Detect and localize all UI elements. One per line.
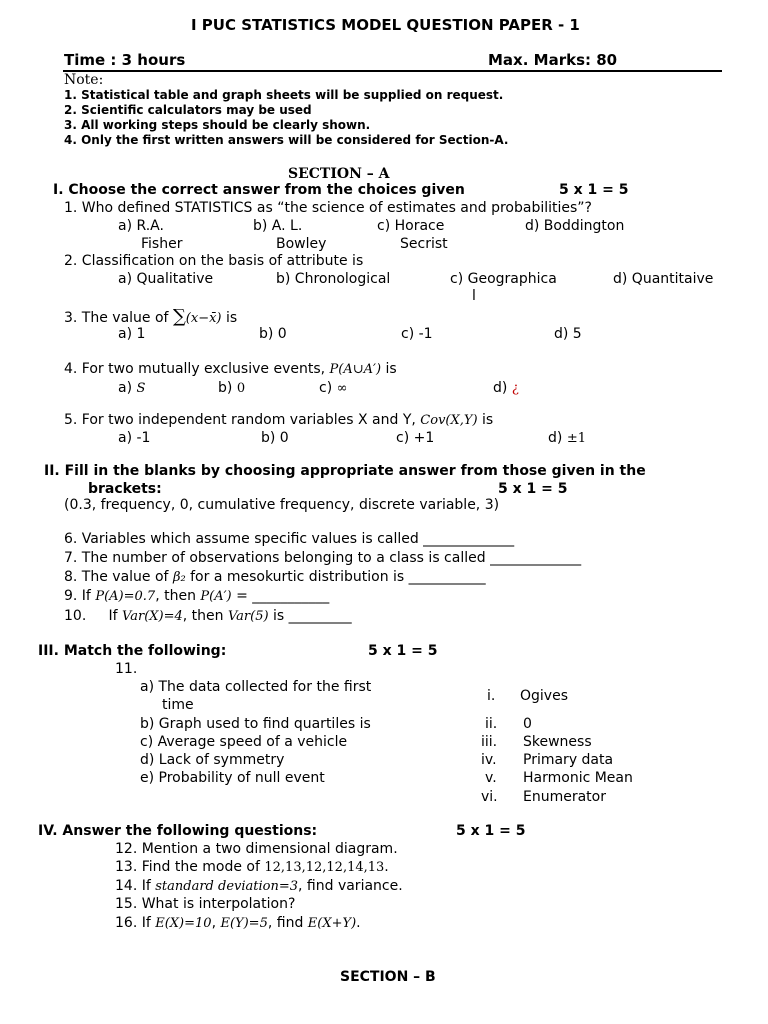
part2-heading: II. Fill in the blanks by choosing appropriate answer from those given in the: [44, 463, 646, 479]
q3-text: 3. The value of: [64, 310, 169, 326]
match-right-item: Skewness: [523, 734, 592, 750]
q1-option-a: a) R.A.: [118, 218, 164, 234]
question-15: 15. What is interpolation?: [115, 896, 296, 912]
question-12: 12. Mention a two dimensional diagram.: [115, 841, 398, 857]
match-left-item: e) Probability of null event: [140, 770, 325, 786]
question-7: 7. The number of observations belonging to a class is called _____________: [64, 550, 582, 566]
match-right-item: Ogives: [520, 688, 568, 704]
match-right-item: Harmonic Mean: [523, 770, 633, 786]
question-9: 9. If P(A)=0.7, then P(A′) = ___________: [64, 588, 330, 604]
q3-text-end: is: [225, 310, 238, 326]
question-11: 11.: [115, 661, 138, 677]
section-b-title: SECTION – B: [340, 969, 436, 985]
question-4: [64, 361, 397, 377]
q5-option-b: b) 0: [261, 430, 289, 446]
q2-option-b: b) Chronological: [276, 271, 391, 287]
note-item: 2. Scientific calculators may be used: [64, 103, 312, 117]
q1-option-c: c) Horace: [377, 218, 445, 234]
match-left-item: d) Lack of symmetry: [140, 752, 285, 768]
q4-text-end: is: [385, 361, 397, 377]
question-8: 8. The value of β₂ for a mesokurtic distribution is ___________: [64, 569, 486, 585]
match-roman-numeral: ii.: [485, 716, 498, 732]
q5-text: 5. For two independent random variables X and Y,: [64, 412, 416, 428]
q3-option-d: d) 5: [554, 326, 582, 342]
part1-heading: I. Choose the correct answer from the choices given: [53, 182, 465, 198]
header-divider: [63, 70, 722, 72]
q1-option-b: b) A. L.: [253, 218, 303, 234]
note-label: Note:: [64, 72, 104, 88]
question-14: 14. If standard deviation=3, find variance.: [115, 878, 403, 894]
question-10: 10. If Var(X)=4, then Var(5) is _________: [64, 608, 352, 624]
question-16: 16. If E(X)=10, E(Y)=5, find E(X+Y).: [115, 915, 361, 931]
question-1: 1. Who defined STATISTICS as “the science of estimates and probabilities”?: [64, 200, 592, 216]
paper-title: I PUC STATISTICS MODEL QUESTION PAPER - 1: [191, 16, 580, 34]
q4-option-a: a) S: [118, 380, 146, 396]
q2-option-a: a) Qualitative: [118, 271, 214, 287]
match-left-item-cont: time: [162, 697, 194, 713]
q3-option-b: b) 0: [259, 326, 287, 342]
q5-option-d: d) ±1: [548, 430, 586, 446]
part2-options: (0.3, frequency, 0, cumulative frequency, discrete variable, 3): [64, 497, 500, 513]
q5-text-end: is: [481, 412, 494, 428]
part4-marks: 5 x 1 = 5: [456, 823, 526, 839]
q2-option-c-cont: l: [472, 288, 476, 304]
match-roman-numeral: iii.: [481, 734, 498, 750]
note-item: 4. Only the first written answers will be considered for Section-A.: [64, 133, 509, 147]
part2-heading-cont: brackets:: [88, 481, 162, 497]
match-right-item: Primary data: [523, 752, 614, 768]
match-left-item: a) The data collected for the first: [140, 679, 372, 695]
match-roman-numeral: v.: [485, 770, 497, 786]
part3-marks: 5 x 1 = 5: [368, 643, 438, 659]
q4-expression: P(A∪A′): [329, 362, 382, 377]
part3-heading: III. Match the following:: [38, 643, 227, 659]
q3-expression: (x−x̄): [185, 311, 222, 326]
q5-option-a: a) -1: [118, 430, 151, 446]
part2-marks: 5 x 1 = 5: [498, 481, 568, 497]
match-roman-numeral: vi.: [481, 789, 498, 805]
q5-expression: Cov(X,Y): [420, 413, 478, 428]
part1-marks: 5 x 1 = 5: [559, 182, 629, 198]
q2-option-d: d) Quantitaive: [613, 271, 714, 287]
question-5: [64, 412, 493, 428]
q1-option-b-cont: Bowley: [276, 236, 327, 252]
question-3: [64, 306, 237, 327]
q4-option-b: b) 0: [218, 380, 246, 396]
match-left-item: b) Graph used to find quartiles is: [140, 716, 371, 732]
match-right-item: Enumerator: [523, 789, 606, 805]
note-item: 3. All working steps should be clearly shown.: [64, 118, 371, 132]
q4-option-d: d) ¿: [493, 380, 519, 396]
match-roman-numeral: iv.: [481, 752, 497, 768]
q3-option-c: c) -1: [401, 326, 433, 342]
q1-option-a-cont: Fisher: [141, 236, 183, 252]
q1-option-c-cont: Secrist: [400, 236, 448, 252]
match-left-item: c) Average speed of a vehicle: [140, 734, 348, 750]
q4-option-c: c) ∞: [319, 380, 348, 396]
q3-option-a: a) 1: [118, 326, 146, 342]
match-roman-numeral: i.: [487, 688, 496, 704]
question-6: 6. Variables which assume specific values is called _____________: [64, 531, 515, 547]
section-a-title: SECTION – A: [288, 166, 390, 182]
q1-option-d: d) Boddington: [525, 218, 625, 234]
note-item: 1. Statistical table and graph sheets will be supplied on request.: [64, 88, 504, 102]
q4-text: 4. For two mutually exclusive events,: [64, 361, 326, 377]
q2-option-c: c) Geographica: [450, 271, 557, 287]
max-marks-label: Max. Marks: 80: [488, 51, 618, 69]
q5-option-c: c) +1: [396, 430, 435, 446]
match-right-item: 0: [523, 716, 532, 732]
question-13: 13. Find the mode of 12,13,12,12,14,13.: [115, 859, 389, 875]
sigma-symbol: ∑: [172, 306, 186, 327]
part4-heading: IV. Answer the following questions:: [38, 823, 318, 839]
question-2: 2. Classification on the basis of attribute is: [64, 253, 364, 269]
time-label: Time : 3 hours: [64, 51, 186, 69]
